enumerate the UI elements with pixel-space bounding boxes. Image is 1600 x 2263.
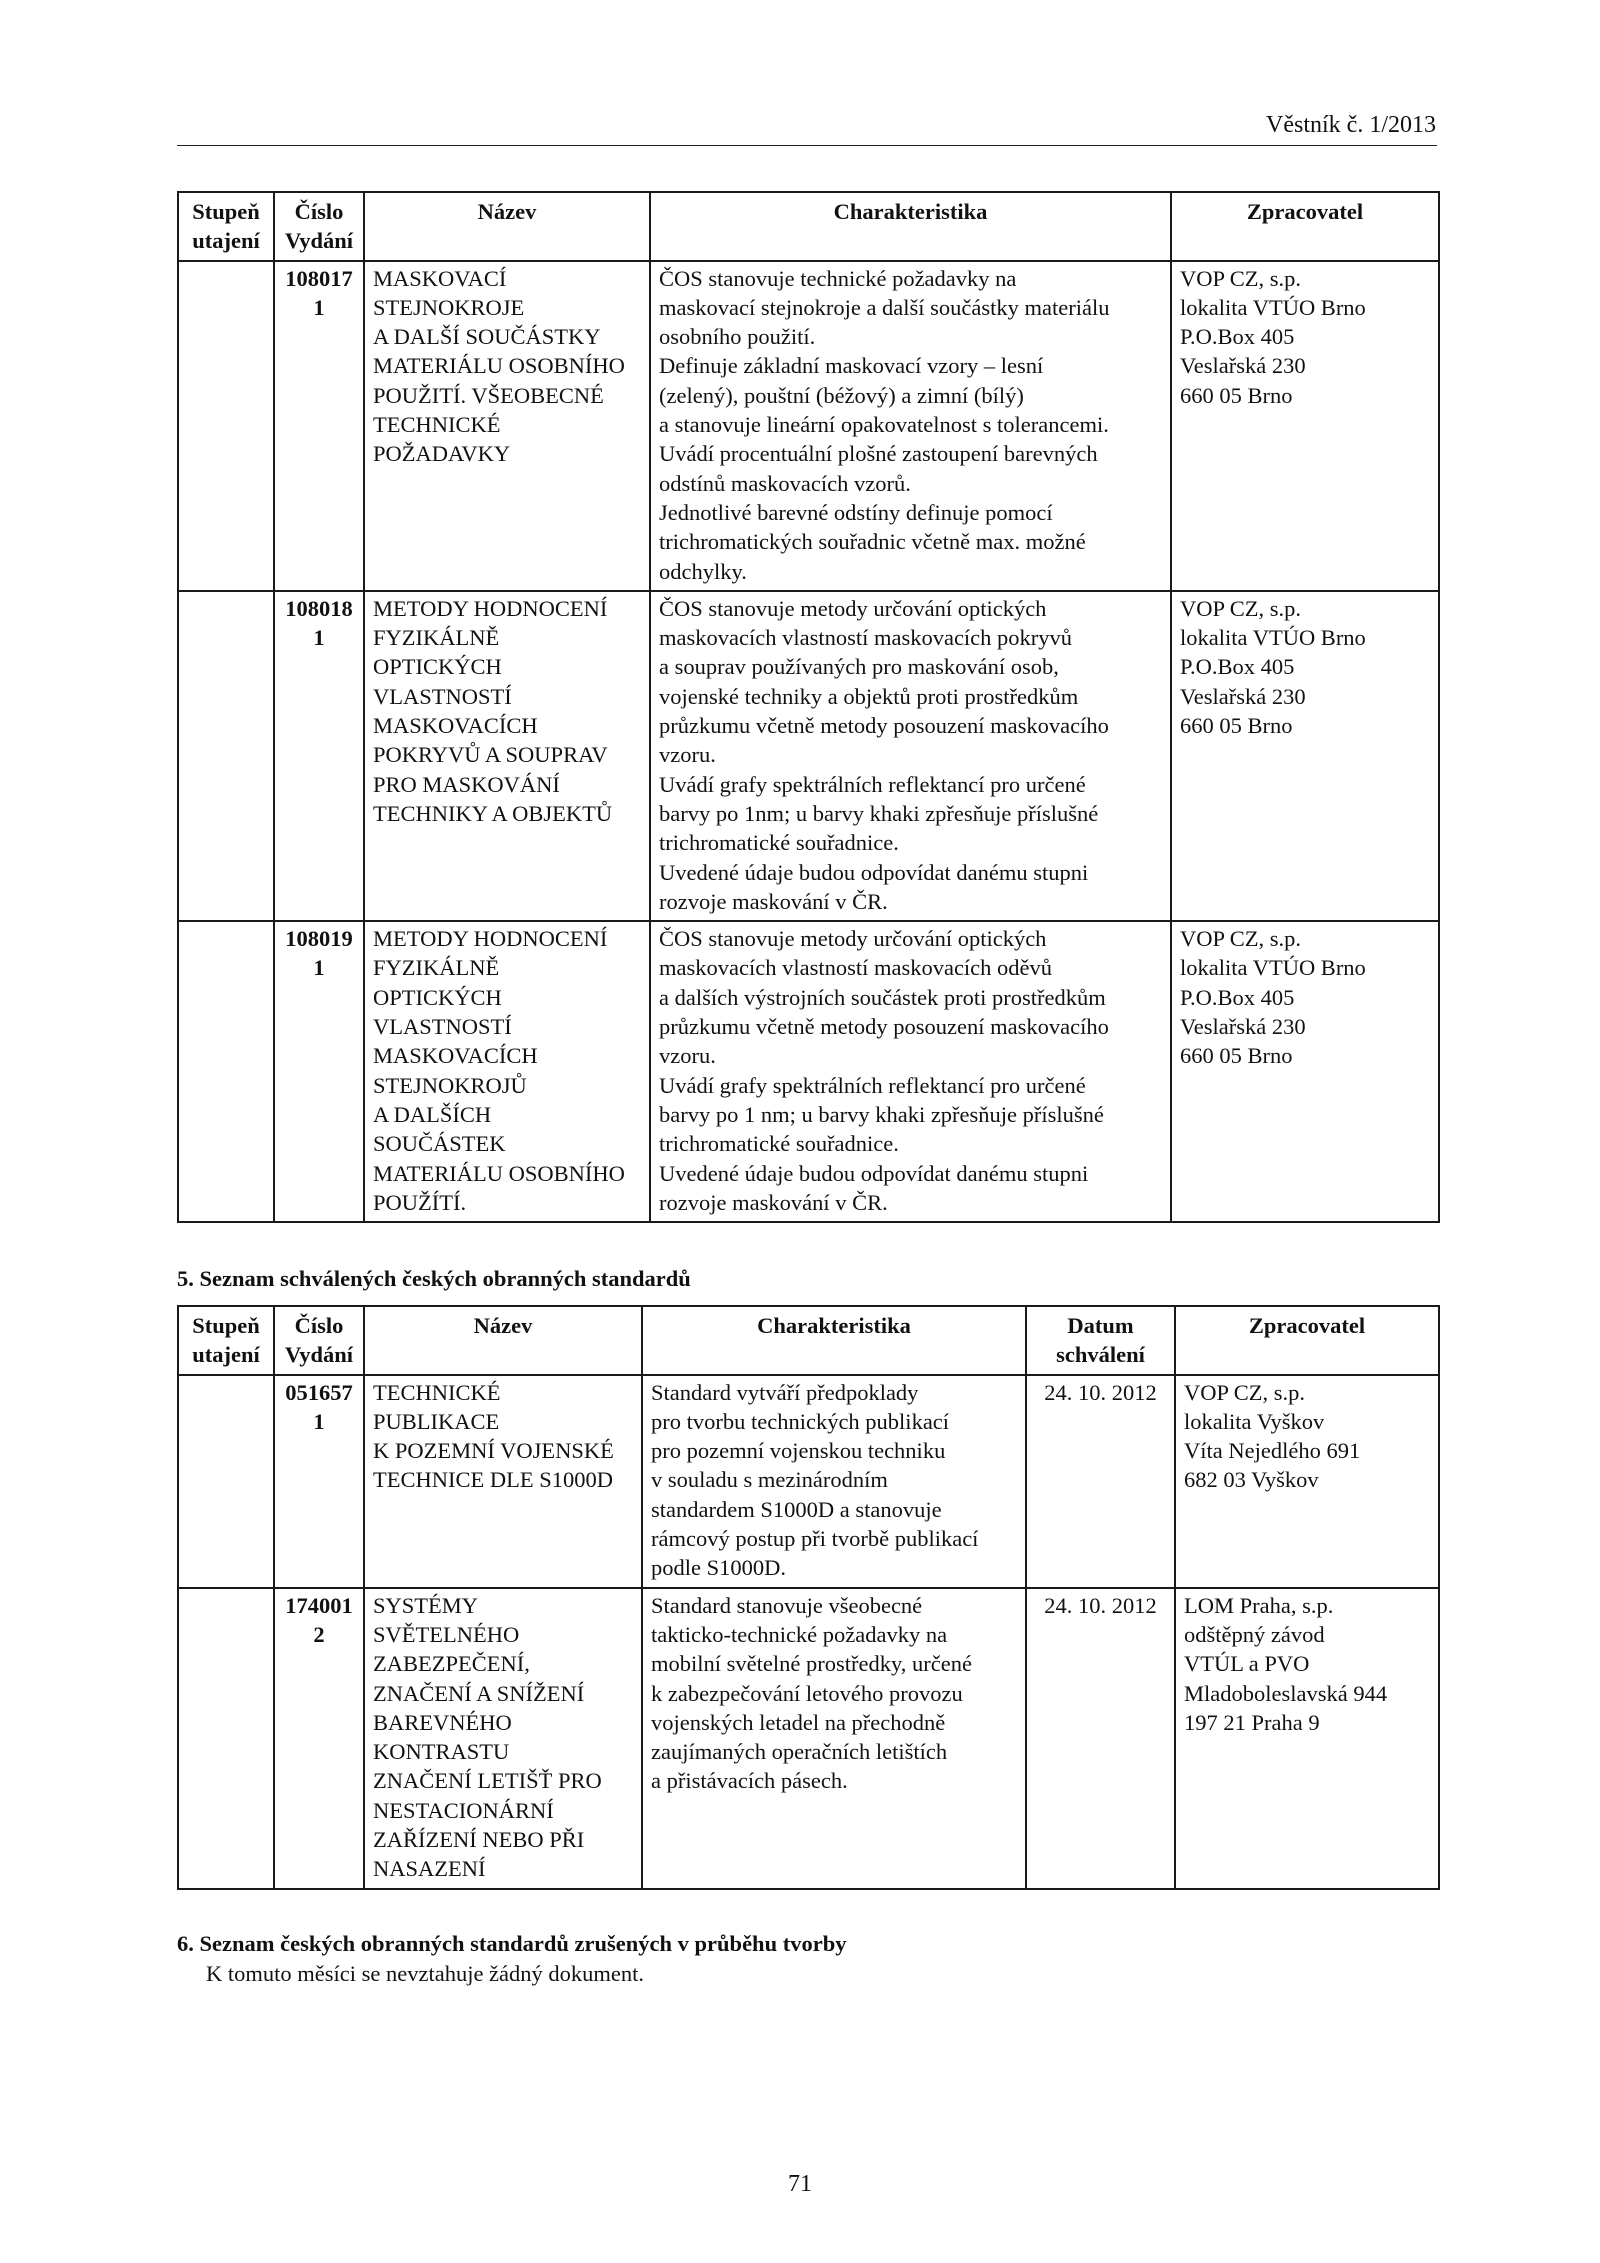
text-line: A DALŠÍCH: [373, 1101, 492, 1127]
text-line: standardem S1000D a stanovuje: [651, 1496, 942, 1522]
text-line: FYZIKÁLNĚ: [373, 955, 500, 981]
text-line: Mladoboleslavská 944: [1184, 1680, 1388, 1706]
text-line: trichromatické souřadnice.: [659, 1131, 899, 1157]
text-line: TECHNICKÉ: [373, 1379, 501, 1405]
text-line: OPTICKÝCH: [373, 654, 502, 680]
text-line: odchylky.: [659, 558, 747, 584]
text-line: Uvedené údaje budou odpovídat danému stupni: [659, 859, 1089, 885]
col-header-stupen: Stupeň utajení: [178, 1306, 274, 1375]
cell-charakteristika: [650, 921, 1171, 1222]
cell-stupen: [178, 1375, 274, 1588]
table-row: [178, 261, 1439, 591]
cell-zpracovatel: [1171, 591, 1439, 921]
text-line: SVĚTELNÉHO: [373, 1621, 520, 1647]
text-line: maskovacích vlastností maskovacích pokryvů: [659, 625, 1073, 651]
table-header-row: [178, 192, 1439, 261]
text-line: ZABEZPEČENÍ,: [373, 1651, 530, 1677]
col-header-charakteristika: Charakteristika: [650, 192, 1171, 261]
text-line: trichromatických souřadnic včetně max. možné: [659, 529, 1086, 555]
table-row: [178, 1375, 1439, 1588]
col-header-zpracovatel: Zpracovatel: [1171, 192, 1439, 261]
header-rule: [177, 145, 1437, 146]
text-line: Uvádí grafy spektrálních reflektancí pro určené: [659, 1072, 1086, 1098]
text-line: rámcový postup při tvorbě publikací: [651, 1526, 979, 1552]
table-row: [178, 1588, 1439, 1889]
text-line: 2: [313, 1621, 325, 1647]
section-6-heading: 6. Seznam českých obranných standardů zrušených v průběhu tvorby: [177, 1931, 847, 1956]
col-header-charakteristika: Charakteristika: [642, 1306, 1026, 1375]
cell-zpracovatel: [1175, 1375, 1439, 1588]
table1-body: [178, 261, 1439, 1223]
text-line: Jednotlivé barevné odstíny definuje pomocí: [659, 499, 1053, 525]
text-line: BAREVNÉHO: [373, 1709, 512, 1735]
cell-nazev: [364, 261, 650, 591]
text-line: (zelený), pouštní (béžový) a zimní (bílý): [659, 382, 1024, 408]
cell-cislo-vydani: [274, 921, 364, 1222]
cell-nazev: [364, 591, 650, 921]
text-line: MASKOVACÍCH: [373, 713, 538, 739]
page-number: 71: [788, 2171, 812, 2197]
text-line: trichromatické souřadnice.: [659, 830, 899, 856]
cell-stupen: [178, 591, 274, 921]
col-header-nazev: Název: [364, 192, 650, 261]
text-line: 051657: [285, 1379, 353, 1405]
text-line: Uvádí procentuální plošné zastoupení barevných: [659, 441, 1098, 467]
table-approved-standards: [177, 1305, 1440, 1890]
text-line: POUŽITÍ. VŠEOBECNÉ: [373, 382, 604, 408]
col-header-cislo: Číslo Vydání: [274, 192, 364, 261]
table-draft-standards: [177, 191, 1440, 1223]
col-header-nazev: Název: [364, 1306, 642, 1375]
text-line: Veslařská 230: [1180, 353, 1306, 379]
text-line: VOP CZ, s.p.: [1180, 265, 1302, 291]
text-line: 108017: [285, 265, 353, 291]
text-line: ČOS stanovuje metody určování optických: [659, 926, 1047, 952]
text-line: MATERIÁLU OSOBNÍHO: [373, 353, 625, 379]
text-line: POŽADAVKY: [373, 441, 511, 467]
cell-stupen: [178, 921, 274, 1222]
text-line: VLASTNOSTÍ: [373, 683, 512, 709]
text-line: lokalita VTÚO Brno: [1180, 294, 1366, 320]
text-line: 1: [313, 625, 325, 651]
text-line: 108018: [285, 595, 353, 621]
text-line: VTÚL a PVO: [1184, 1651, 1310, 1677]
text-line: STEJNOKROJE: [373, 294, 525, 320]
text-line: vojenské techniky a objektů proti prostředkům: [659, 683, 1079, 709]
text-line: lokalita VTÚO Brno: [1180, 625, 1366, 651]
text-line: P.O.Box 405: [1180, 984, 1295, 1010]
text-line: FYZIKÁLNĚ: [373, 625, 500, 651]
text-line: VOP CZ, s.p.: [1184, 1379, 1306, 1405]
cell-charakteristika: [650, 591, 1171, 921]
text-line: 1: [313, 1408, 325, 1434]
text-line: odstínů maskovacích vzorů.: [659, 470, 911, 496]
text-line: VLASTNOSTÍ: [373, 1014, 512, 1040]
text-line: PRO MASKOVÁNÍ: [373, 771, 560, 797]
text-line: 174001: [285, 1592, 353, 1618]
text-line: Definuje základní maskovací vzory – lesní: [659, 353, 1044, 379]
cell-nazev: [364, 921, 650, 1222]
section-6-note: K tomuto měsíci se nevztahuje žádný dokument.: [206, 1961, 645, 1986]
text-line: pro pozemní vojenskou techniku: [651, 1438, 946, 1464]
text-line: k zabezpečování letového provozu: [651, 1680, 963, 1706]
text-line: KONTRASTU: [373, 1739, 510, 1765]
text-line: A DALŠÍ SOUČÁSTKY: [373, 324, 601, 350]
text-line: a souprav používaných pro maskování osob,: [659, 654, 1059, 680]
text-line: Uvedené údaje budou odpovídat danému stupni: [659, 1160, 1089, 1186]
text-line: osobního použití.: [659, 324, 816, 350]
text-line: 197 21 Praha 9: [1184, 1709, 1320, 1735]
text-line: MATERIÁLU OSOBNÍHO: [373, 1160, 625, 1186]
text-line: rozvoje maskování v ČR.: [659, 1189, 888, 1215]
text-line: METODY HODNOCENÍ: [373, 926, 608, 952]
text-line: zaujímaných operačních letištích: [651, 1739, 948, 1765]
text-line: odštěpný závod: [1184, 1621, 1325, 1647]
text-line: VOP CZ, s.p.: [1180, 595, 1302, 621]
text-line: ČOS stanovuje technické požadavky na: [659, 265, 1017, 291]
text-line: a stanovuje lineární opakovatelnost s tolerancemi.: [659, 412, 1109, 438]
text-line: ČOS stanovuje metody určování optických: [659, 595, 1047, 621]
table-header-row: [178, 1306, 1439, 1375]
text-line: ZAŘÍZENÍ NEBO PŘI: [373, 1827, 585, 1853]
text-line: NASAZENÍ: [373, 1856, 486, 1882]
text-line: TECHNIKY A OBJEKTŮ: [373, 800, 613, 826]
text-line: maskovací stejnokroje a další součástky materiálu: [659, 294, 1110, 320]
cell-datum: 24. 10. 2012: [1026, 1588, 1175, 1889]
text-line: LOM Praha, s.p.: [1184, 1592, 1334, 1618]
text-line: Veslařská 230: [1180, 1014, 1306, 1040]
text-line: STEJNOKROJŮ: [373, 1072, 527, 1098]
text-line: Standard vytváří předpoklady: [651, 1379, 919, 1405]
text-line: MASKOVACÍCH: [373, 1043, 538, 1069]
cell-cislo-vydani: [274, 591, 364, 921]
text-line: SYSTÉMY: [373, 1592, 479, 1618]
section-5-heading: 5. Seznam schválených českých obranných standardů: [177, 1266, 691, 1291]
text-line: K POZEMNÍ VOJENSKÉ: [373, 1438, 614, 1464]
cell-charakteristika: [642, 1588, 1026, 1889]
col-header-cislo: Číslo Vydání: [274, 1306, 364, 1375]
text-line: NESTACIONÁRNÍ: [373, 1797, 554, 1823]
text-line: VOP CZ, s.p.: [1180, 926, 1302, 952]
text-line: TECHNICKÉ: [373, 412, 501, 438]
text-line: ZNAČENÍ A SNÍŽENÍ: [373, 1680, 585, 1706]
text-line: PUBLIKACE: [373, 1408, 500, 1434]
cell-cislo-vydani: [274, 261, 364, 591]
text-line: Uvádí grafy spektrálních reflektancí pro určené: [659, 771, 1086, 797]
cell-nazev: [364, 1588, 642, 1889]
text-line: a přistávacích pásech.: [651, 1768, 848, 1794]
text-line: SOUČÁSTEK: [373, 1131, 506, 1157]
col-header-stupen: Stupeň utajení: [178, 192, 274, 261]
cell-zpracovatel: [1171, 921, 1439, 1222]
cell-charakteristika: [650, 261, 1171, 591]
text-line: a dalších výstrojních součástek proti prostředkům: [659, 984, 1106, 1010]
text-line: P.O.Box 405: [1180, 654, 1295, 680]
text-line: MASKOVACÍ: [373, 265, 507, 291]
text-line: Víta Nejedlého 691: [1184, 1438, 1361, 1464]
cell-nazev: [364, 1375, 642, 1588]
text-line: barvy po 1nm; u barvy khaki zpřesňuje příslušné: [659, 800, 1099, 826]
cell-stupen: [178, 261, 274, 591]
text-line: METODY HODNOCENÍ: [373, 595, 608, 621]
text-line: P.O.Box 405: [1180, 324, 1295, 350]
text-line: pro tvorbu technických publikací: [651, 1408, 950, 1434]
text-line: vzoru.: [659, 742, 716, 768]
col-header-datum: Datum schválení: [1026, 1306, 1175, 1375]
text-line: 660 05 Brno: [1180, 382, 1293, 408]
text-line: 1: [313, 294, 325, 320]
text-line: barvy po 1 nm; u barvy khaki zpřesňuje příslušné: [659, 1101, 1104, 1127]
text-line: Veslařská 230: [1180, 683, 1306, 709]
text-line: rozvoje maskování v ČR.: [659, 888, 888, 914]
cell-charakteristika: [642, 1375, 1026, 1588]
text-line: POUŽÍTÍ.: [373, 1189, 467, 1215]
text-line: 1: [313, 955, 325, 981]
text-line: Standard stanovuje všeobecné: [651, 1592, 923, 1618]
text-line: lokalita VTÚO Brno: [1180, 955, 1366, 981]
text-line: ZNAČENÍ LETIŠŤ PRO: [373, 1768, 602, 1794]
text-line: maskovacích vlastností maskovacích oděvů: [659, 955, 1053, 981]
text-line: podle S1000D.: [651, 1555, 786, 1581]
text-line: OPTICKÝCH: [373, 984, 502, 1010]
cell-datum: 24. 10. 2012: [1026, 1375, 1175, 1588]
text-line: vzoru.: [659, 1043, 716, 1069]
table-row: [178, 921, 1439, 1222]
text-line: 660 05 Brno: [1180, 1043, 1293, 1069]
cell-cislo-vydani: [274, 1588, 364, 1889]
text-line: průzkumu včetně metody posouzení maskovacího: [659, 713, 1109, 739]
cell-zpracovatel: [1171, 261, 1439, 591]
text-line: 660 05 Brno: [1180, 713, 1293, 739]
cell-cislo-vydani: [274, 1375, 364, 1588]
text-line: takticko-technické požadavky na: [651, 1621, 948, 1647]
text-line: 682 03 Vyškov: [1184, 1467, 1319, 1493]
table-row: [178, 591, 1439, 921]
text-line: v souladu s mezinárodním: [651, 1467, 888, 1493]
text-line: mobilní světelné prostředky, určené: [651, 1651, 972, 1677]
cell-zpracovatel: [1175, 1588, 1439, 1889]
text-line: POKRYVŮ A SOUPRAV: [373, 742, 608, 768]
cell-stupen: [178, 1588, 274, 1889]
text-line: lokalita Vyškov: [1184, 1408, 1325, 1434]
col-header-zpracovatel: Zpracovatel: [1175, 1306, 1439, 1375]
text-line: TECHNICE DLE S1000D: [373, 1467, 613, 1493]
table2-body: [178, 1375, 1439, 1889]
text-line: průzkumu včetně metody posouzení maskovacího: [659, 1014, 1109, 1040]
text-line: vojenských letadel na přechodně: [651, 1709, 946, 1735]
journal-title: Věstník č. 1/2013: [1266, 112, 1436, 138]
text-line: 108019: [285, 926, 353, 952]
